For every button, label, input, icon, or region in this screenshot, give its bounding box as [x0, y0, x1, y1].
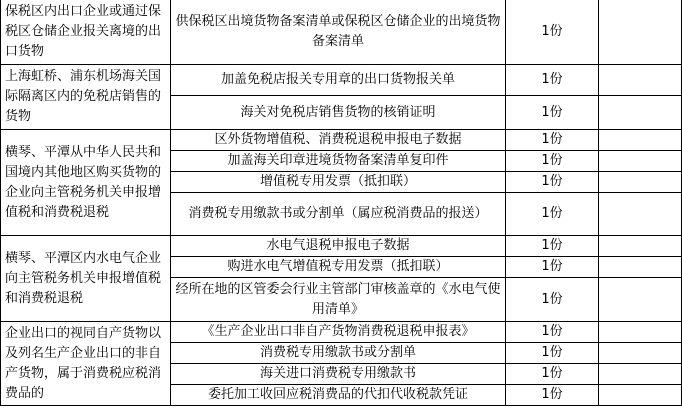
empty-cell — [599, 385, 682, 406]
category-cell: 横琴、平潭从中华人民共和国境内其他地区购买货物的企业向主管税务机关申报增值税和消费税退税 — [1, 130, 171, 236]
document-cell: 消费税专用缴款书或分割单 — [171, 343, 506, 364]
document-cell: 加盖海关印章进境货物备案清单复印件 — [171, 151, 506, 172]
document-cell: 供保税区出境货物备案清单或保税区仓储企业的出境货物备案清单 — [171, 0, 506, 65]
empty-cell — [599, 130, 682, 151]
copies-cell: 1份 — [506, 257, 599, 278]
empty-cell — [599, 343, 682, 364]
copies-cell: 1份 — [506, 151, 599, 172]
document-cell: 海关对免税店销售货物的核销证明 — [171, 96, 506, 130]
copies-cell: 1份 — [506, 385, 599, 406]
document-cell: 购进水电气增值税专用发票（抵扣联） — [171, 257, 506, 278]
table-row — [1, 0, 682, 65]
copies-cell: 1份 — [506, 65, 599, 96]
document-cell: 增值税专用发票（抵扣联） — [171, 172, 506, 193]
table-row — [1, 130, 682, 151]
category-cell: 企业出口的视同自产货物以及列名生产企业出口的非自产货物，属于消费税应税消费品的 — [1, 322, 171, 406]
copies-cell: 1份 — [506, 364, 599, 385]
copies-cell: 1份 — [506, 343, 599, 364]
document-cell: 经所在地的区管委会行业主管部门审核盖章的《水电气使用清单》 — [171, 278, 506, 322]
copies-cell: 1份 — [506, 193, 599, 236]
empty-cell — [599, 151, 682, 172]
table-row — [1, 322, 682, 343]
document-cell: 消费税专用缴款书或分割单（属应税消费品的报送） — [171, 193, 506, 236]
document-cell: 委托加工收回应税消费品的代扣代收税款凭证 — [171, 385, 506, 406]
empty-cell — [599, 236, 682, 257]
document-cell: 海关进口消费税专用缴款书 — [171, 364, 506, 385]
empty-cell — [599, 193, 682, 236]
document-cell: 《生产企业出口非自产货物消费税退税申报表》 — [171, 322, 506, 343]
table-row — [1, 65, 682, 96]
empty-cell — [599, 172, 682, 193]
document-cell: 加盖免税店报关专用章的出口货物报关单 — [171, 65, 506, 96]
empty-cell — [599, 257, 682, 278]
document-cell: 区外货物增值税、消费税退税申报电子数据 — [171, 130, 506, 151]
empty-cell — [599, 322, 682, 343]
category-cell: 上海虹桥、浦东机场海关国际隔离区内的免税店销售的货物 — [1, 65, 171, 130]
category-cell: 保税区内出口企业或通过保税区仓储企业报关离境的出口货物 — [1, 0, 171, 65]
empty-cell — [599, 278, 682, 322]
empty-cell — [599, 364, 682, 385]
copies-cell: 1份 — [506, 0, 599, 65]
copies-cell: 1份 — [506, 322, 599, 343]
category-cell: 横琴、平潭区内水电气企业向主管税务机关申报增值税和消费税退税 — [1, 236, 171, 322]
document-cell: 水电气退税申报电子数据 — [171, 236, 506, 257]
copies-cell: 1份 — [506, 278, 599, 322]
copies-cell: 1份 — [506, 172, 599, 193]
empty-cell — [599, 65, 682, 96]
empty-cell — [599, 0, 682, 65]
copies-cell: 1份 — [506, 236, 599, 257]
empty-cell — [599, 96, 682, 130]
table-row — [1, 236, 682, 257]
copies-cell: 1份 — [506, 96, 599, 130]
copies-cell: 1份 — [506, 130, 599, 151]
